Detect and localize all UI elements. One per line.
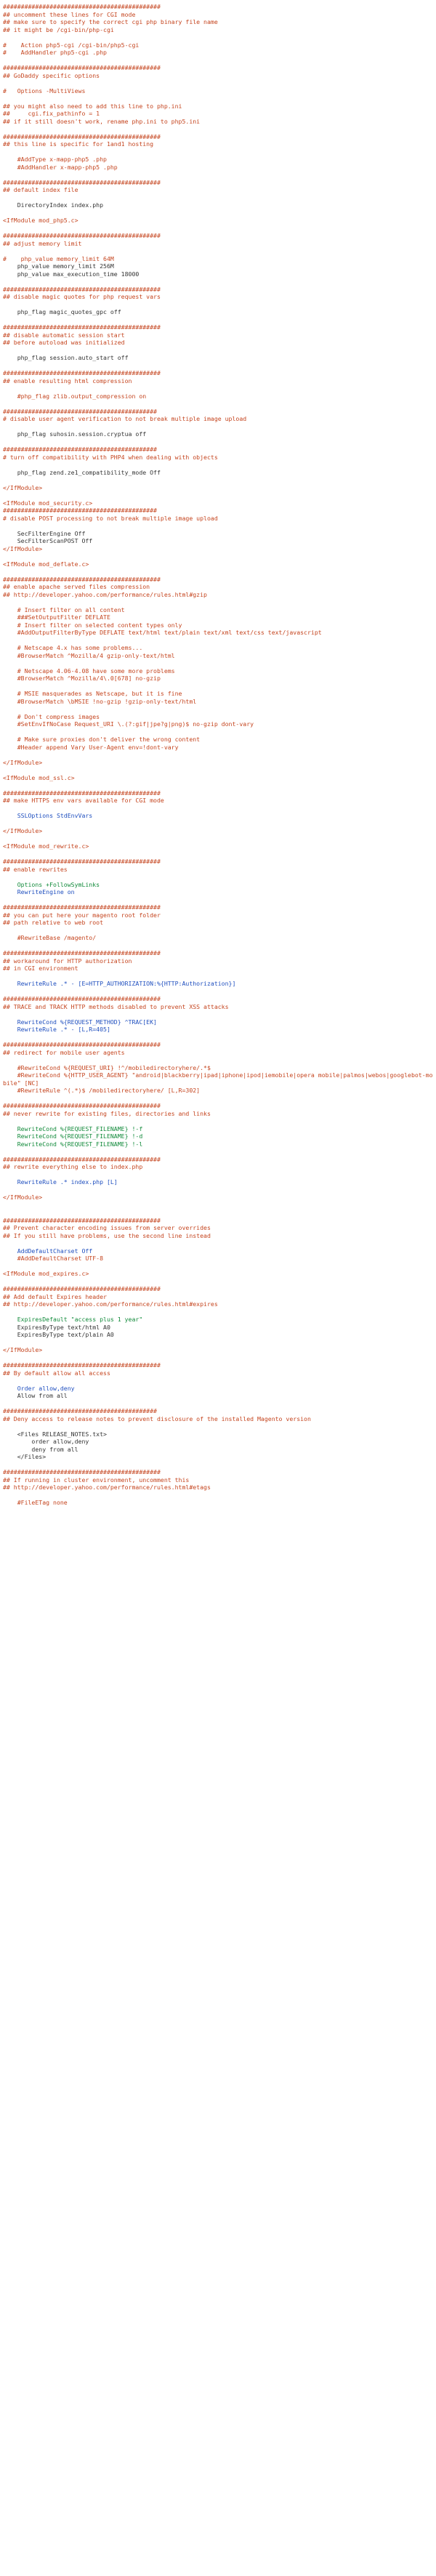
blank-line: [3, 33, 436, 41]
comment-line: ###########################################: [3, 407, 157, 415]
comment-line: ## If running in cluster environment, uncomment this: [3, 1476, 190, 1484]
comment-line: #AddHandler x-mapp-php5 .php: [3, 163, 118, 171]
comment-line: ############################################: [3, 178, 161, 186]
blank-line: [3, 705, 436, 713]
blank-line: [3, 79, 436, 87]
comment-line: ############################################: [3, 64, 161, 71]
comment-line: #AddOutputFilterByType DEFLATE text/html text/plain text/xml text/css text/javascript: [3, 629, 322, 636]
comment-line: ## Deny access to release notes to prevent disclosure of the installed Magento version: [3, 1414, 311, 1422]
comment-line: ## if it still doesn't work, rename php.ini to php5.ini: [3, 117, 201, 125]
comment-line: ############################################: [3, 575, 161, 583]
comment-line: ############################################: [3, 3, 161, 10]
code-line: RewriteCond %{REQUEST_FILENAME} !-l: [3, 1140, 143, 1148]
comment-line: ############################################: [3, 132, 161, 140]
blank-line: [3, 637, 436, 645]
code-line: deny from all: [3, 1445, 78, 1453]
comment-line: # Netscape 4.x has some problems...: [3, 644, 143, 651]
blank-line: [3, 1095, 436, 1103]
blank-line: [3, 766, 436, 774]
blank-line: [3, 316, 436, 324]
comment-line: ## make sure to specify the correct cgi php binary file name: [3, 18, 218, 25]
comment-line: # Make sure proxies don't deliver the wrong content: [3, 736, 201, 743]
comment-line: ## GoDaddy specific options: [3, 71, 100, 79]
comment-line: ## uncomment these lines for CGI mode: [3, 10, 136, 18]
blank-line: [3, 1056, 436, 1064]
code-line: RewriteRule .* index.php [L]: [3, 1178, 118, 1186]
comment-line: ## default index file: [3, 186, 78, 193]
comment-line: ## cgi.fix_pathinfo = 1: [3, 110, 100, 117]
comment-line: ############################################: [3, 1041, 161, 1048]
comment-line: # Don't compress images: [3, 712, 100, 720]
blank-line: [3, 1202, 436, 1209]
comment-line: ## in CGI environment: [3, 965, 78, 972]
comment-line: ###########################################: [3, 1407, 157, 1414]
comment-line: ## TRACE and TRACK HTTP methods disabled to prevent XSS attacks: [3, 1002, 229, 1010]
comment-line: ## this line is specific for 1and1 hosting: [3, 140, 154, 148]
code-line: </IfModule>: [3, 544, 43, 552]
blank-line: [3, 476, 436, 484]
blank-line: [3, 973, 436, 981]
code-line: php_flag suhosin.session.cryptua off: [3, 430, 147, 438]
blank-line: [3, 751, 436, 759]
blank-line: [3, 1171, 436, 1179]
blank-line: [3, 385, 436, 393]
comment-line: # Insert filter on all content: [3, 605, 125, 613]
comment-line: #RewriteCond %{REQUEST_URI} !^/mobiledirectoryhere/.*$: [3, 1063, 211, 1071]
comment-line: ############################################: [3, 232, 161, 239]
blank-line: [3, 1263, 436, 1271]
blank-line: [3, 400, 436, 408]
code-line: ExpiresDefault "access plus 1 year": [3, 1316, 143, 1323]
blank-line: [3, 522, 436, 530]
comment-line: ############################################: [3, 285, 161, 293]
blank-line: [3, 568, 436, 576]
code-line: DirectoryIndex index.php: [3, 201, 104, 209]
comment-line: ## If you still have problems, use the second line instead: [3, 1231, 211, 1239]
blank-line: [3, 781, 436, 789]
blank-line: [3, 94, 436, 102]
code-line: <IfModule mod_expires.c>: [3, 1270, 89, 1277]
code-line: </Files>: [3, 1453, 47, 1460]
blank-line: [3, 805, 436, 813]
blank-line: [3, 1308, 436, 1316]
code-line: <IfModule mod_ssl.c>: [3, 773, 75, 781]
comment-line: ## Prevent character encoding issues from server overrides: [3, 1224, 211, 1231]
code-line: <IfModule mod_php5.c>: [3, 217, 78, 224]
blank-line: [3, 1377, 436, 1385]
blank-line: [3, 1034, 436, 1042]
blank-line: [3, 1492, 436, 1500]
blank-line: [3, 438, 436, 446]
comment-line: ## adjust memory limit: [3, 239, 82, 247]
code-line: Allow from all: [3, 1392, 68, 1399]
comment-line: ###SetOutputFilter DEFLATE: [3, 613, 110, 621]
blank-line: [3, 278, 436, 286]
comment-line: ## redirect for mobile user agents: [3, 1048, 125, 1056]
comment-line: ## By default allow all access: [3, 1369, 110, 1377]
comment-line: ## enable resulting html compression: [3, 377, 132, 385]
comment-line: ## make HTTPS env vars available for CGI mode: [3, 797, 164, 804]
comment-line: # MSIE masquerades as Netscape, but it is fine: [3, 690, 182, 697]
code-line: RewriteCond %{REQUEST_FILENAME} !-f: [3, 1124, 143, 1132]
code-line: <IfModule mod_security.c>: [3, 499, 93, 507]
code-line: php_value memory_limit 256M: [3, 262, 114, 270]
comment-line: #SetEnvIfNoCase Request_URI \.(?:gif|jpe?g|png)$ no-gzip dont-vary: [3, 720, 254, 728]
code-line: <IfModule mod_deflate.c>: [3, 560, 89, 568]
blank-line: [3, 1278, 436, 1286]
code-line: ExpiresByType text/html A0: [3, 1323, 110, 1331]
comment-line: #BrowserMatch \bMSIE !no-gzip !gzip-only-text/html: [3, 697, 197, 705]
blank-line: [3, 598, 436, 606]
code-line: </IfModule>: [3, 758, 43, 766]
comment-line: ## http://developer.yahoo.com/performance/rules.html#etags: [3, 1484, 211, 1491]
blank-line: [3, 301, 436, 309]
blank-line: [3, 896, 436, 904]
comment-line: ############################################: [3, 789, 161, 797]
comment-line: ############################################: [3, 1155, 161, 1163]
comment-line: # AddHandler php5-cgi .php: [3, 49, 107, 56]
comment-line: ############################################: [3, 323, 161, 331]
blank-line: [3, 942, 436, 950]
comment-line: ############################################: [3, 858, 161, 865]
code-line: RewriteCond %{REQUEST_FILENAME} !-d: [3, 1132, 143, 1140]
comment-line: ############################################: [3, 903, 161, 911]
blank-line: [3, 728, 436, 736]
code-line: Options +FollowSymLinks: [3, 880, 100, 888]
blank-line: [3, 194, 436, 202]
blank-line: [3, 1010, 436, 1018]
code-line: order allow,deny: [3, 1438, 89, 1445]
code-line: </IfModule>: [3, 1194, 43, 1201]
code-line: SecFilterEngine Off: [3, 529, 86, 537]
comment-line: ## before autoload was initialized: [3, 339, 125, 346]
comment-line: ## rewrite everything else to index.php: [3, 1163, 143, 1170]
code-line: RewriteRule .* - [L,R=405]: [3, 1026, 110, 1033]
code-line: php_flag magic_quotes_gpc off: [3, 308, 121, 315]
blank-line: [3, 1117, 436, 1125]
blank-line: [3, 659, 436, 667]
blank-line: [3, 1186, 436, 1194]
blank-line: [3, 1148, 436, 1156]
comment-line: ## workaround for HTTP authorization: [3, 957, 132, 965]
comment-line: ## http://developer.yahoo.com/performance/rules.html#expires: [3, 1300, 218, 1308]
comment-line: ## enable rewrites: [3, 865, 68, 873]
comment-line: #AddType x-mapp-php5 .php: [3, 156, 107, 163]
blank-line: [3, 1239, 436, 1247]
comment-line: ## enable apache served files compression: [3, 583, 150, 590]
code-line: <Files RELEASE_NOTES.txt>: [3, 1430, 107, 1438]
blank-line: [3, 552, 436, 560]
comment-line: ############################################: [3, 369, 161, 377]
comment-line: ############################################: [3, 1468, 161, 1476]
blank-line: [3, 209, 436, 217]
code-line: AddDefaultCharset Off: [3, 1247, 93, 1255]
comment-line: ## you can put here your magento root folder: [3, 911, 161, 919]
comment-line: # Netscape 4.06-4.08 have some more problems: [3, 667, 175, 675]
comment-line: ## you might also need to add this line to php.ini: [3, 102, 182, 110]
blank-line: [3, 461, 436, 469]
blank-line: [3, 247, 436, 255]
comment-line: # Insert filter on selected content types only: [3, 621, 182, 629]
code-line: RewriteCond %{REQUEST_METHOD} ^TRAC[EK]: [3, 1018, 157, 1026]
comment-line: # disable user agent verification to not break multiple image upload: [3, 415, 247, 422]
blank-line: [3, 423, 436, 431]
code-line: <IfModule mod_rewrite.c>: [3, 842, 89, 850]
comment-line: ############################################: [3, 949, 161, 957]
blank-line: [3, 171, 436, 179]
blank-line: [3, 988, 436, 996]
blank-line: [3, 820, 436, 828]
blank-line: [3, 850, 436, 858]
comment-line: ## disable automatic session start: [3, 331, 125, 339]
comment-line: ## never rewrite for existing files, directories and links: [3, 1109, 211, 1117]
comment-line: ############################################: [3, 1361, 161, 1369]
comment-line: #AddDefaultCharset UTF-8: [3, 1255, 104, 1262]
blank-line: [3, 1339, 436, 1347]
code-line: SSLOptions StdEnvVars: [3, 812, 93, 819]
blank-line: [3, 1354, 436, 1362]
comment-line: # Options -MultiViews: [3, 86, 86, 94]
comment-line: #BrowserMatch ^Mozilla/4 gzip-only-text/html: [3, 651, 175, 659]
code-line: RewriteRule .* - [E=HTTP_AUTHORIZATION:%{HTTP:Authorization}]: [3, 980, 236, 987]
code-line: php_value max_execution_time 18000: [3, 270, 140, 278]
comment-line: ############################################: [3, 1102, 161, 1109]
comment-line: ## it might be /cgi-bin/php-cgi: [3, 25, 114, 33]
blank-line: [3, 683, 436, 691]
comment-line: ## http://developer.yahoo.com/performance/rules.html#gzip: [3, 590, 207, 598]
comment-line: # php_value memory_limit 64M: [3, 254, 114, 262]
comment-line: ############################################: [3, 1285, 161, 1292]
comment-line: ###########################################: [3, 507, 157, 514]
code-line: Order allow,deny: [3, 1384, 75, 1392]
comment-line: #RewriteCond %{HTTP_USER_AGENT} "android|blackberry|ipad|iphone|ipod|iemobile|opera mobile|palmos|webos|googlebot-mobile" [NC]: [3, 1071, 433, 1087]
code-line: </IfModule>: [3, 827, 43, 834]
code-line: </IfModule>: [3, 1346, 43, 1353]
comment-line: ############################################: [3, 1216, 161, 1224]
code-line: SecFilterScanPOST Off: [3, 537, 93, 544]
comment-line: ############################################: [3, 995, 161, 1002]
blank-line: [3, 362, 436, 370]
comment-line: #RewriteRule ^(.*)$ /mobiledirectoryhere/ [L,R=302]: [3, 1087, 201, 1094]
blank-line: [3, 148, 436, 156]
blank-line: [3, 125, 436, 133]
comment-line: #Header append Vary User-Agent env=!dont-vary: [3, 743, 179, 751]
blank-line: [3, 835, 436, 843]
comment-line: #BrowserMatch ^Mozilla/4\.0[678] no-gzip: [3, 675, 161, 682]
blank-line: [3, 347, 436, 355]
blank-line: [3, 491, 436, 499]
comment-line: #FileETag none: [3, 1499, 68, 1506]
comment-line: ## disable magic quotes for php request vars: [3, 293, 161, 300]
blank-line: [3, 927, 436, 935]
comment-line: # turn off compatibility with PHP4 when dealing with objects: [3, 453, 218, 461]
blank-line: [3, 873, 436, 881]
blank-line: [3, 1400, 436, 1408]
blank-line: [3, 1422, 436, 1430]
comment-line: # Action php5-cgi /cgi-bin/php5-cgi: [3, 41, 140, 49]
blank-line: [3, 225, 436, 233]
comment-line: #php_flag zlib.output_compression on: [3, 392, 147, 400]
comment-line: #RewriteBase /magento/: [3, 934, 97, 941]
comment-line: # disable POST processing to not break multiple image upload: [3, 514, 218, 522]
code-line: RewriteEngine on: [3, 888, 75, 895]
code-line: ExpiresByType text/plain A0: [3, 1331, 114, 1338]
code-line: </IfModule>: [3, 483, 43, 491]
code-line: php_flag zend.ze1_compatibility_mode Off: [3, 468, 161, 476]
comment-line: ## path relative to web root: [3, 919, 104, 926]
blank-line: [3, 1209, 436, 1217]
comment-line: ###########################################: [3, 446, 157, 453]
comment-line: ## Add default Expires header: [3, 1292, 107, 1300]
blank-line: [3, 57, 436, 65]
code-line: php_flag session.auto_start off: [3, 354, 129, 361]
blank-line: [3, 1461, 436, 1469]
